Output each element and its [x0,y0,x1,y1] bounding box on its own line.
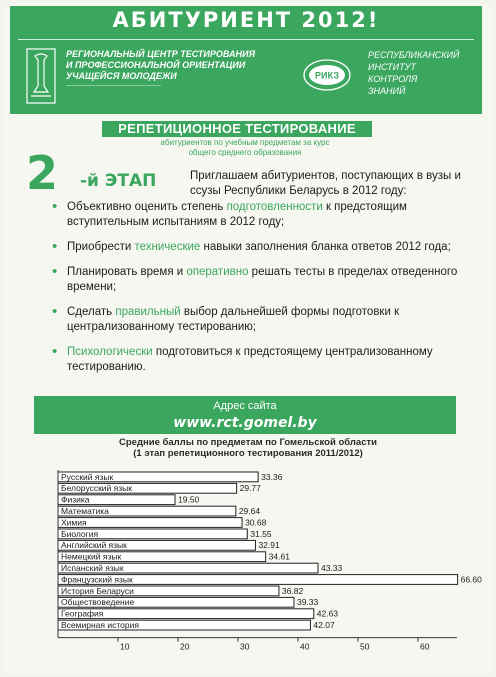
x-tick-label: 50 [360,641,370,652]
chart-subtitle: (1 этап репетиционного тестирования 2011/2012) [133,448,363,459]
x-tick-label: 40 [300,641,310,652]
bar-category-label: Немецкий язык [61,551,122,562]
highlight-word: технические [134,241,201,253]
bar-category-label: Белорусский язык [61,483,132,494]
bar-value-label: 42.07 [313,620,335,630]
rct-org-line: УЧАЩЕЙСЯ МОЛОДЕЖИ [66,71,177,81]
x-tick-label: 30 [240,641,250,652]
bar-value-label: 33.36 [261,471,283,482]
stage-label: -й ЭТАП [80,171,157,191]
bar-value-label: 34.61 [268,551,290,562]
rikz-logo-text: РИКЗ [315,70,339,81]
highlight-word: Психологически [67,346,153,358]
bar-value-label: 32.91 [258,540,280,551]
benefit-item: • Сделать правильный выбор дальнейшей формы подготовки к централизованному тестированию; [52,305,472,335]
x-tick-label: 20 [180,641,190,652]
highlight-word: оперативно [186,266,249,278]
highlight-word: правильный [115,306,181,318]
benefit-item: • Психологически подготовиться к предстоящему централизованному тестированию. [52,345,472,375]
bar-category-label: Английский язык [61,540,127,551]
bar-category-label: Русский язык [61,471,114,482]
bar-value-label: 19.50 [178,494,200,505]
benefit-item: • Планировать время и оперативно решать тесты в пределах отведенного времени; [52,265,472,295]
bar-value-label: 31.55 [250,528,272,539]
site-label: Адрес сайта [213,400,277,412]
rct-org-line: И ПРОФЕССИОНАЛЬНОЙ ОРИЕНТАЦИИ [66,60,246,70]
bar-category-label: Математика [61,506,109,516]
bar-category-label: Всемирная история [61,620,139,630]
bar-category-label: География [61,608,104,619]
rct-small-caption: ——————————————————— [66,83,161,89]
rikz-org-line: ЗНАНИЙ [368,86,406,96]
site-url-link[interactable]: www.rct.gomel.by [173,415,317,431]
rikz-org-line: ИНСТИТУТ [368,62,416,72]
bar-category-label: Физика [61,494,90,505]
bar-value-label: 42.63 [316,608,339,619]
chart-title: Средние баллы по предметам по Гомельской области [119,437,377,448]
bar-category-label: Химия [61,517,87,528]
bar-category-label: Обществоведение [61,597,135,608]
bar-value-label: 43.33 [320,563,343,573]
testing-banner: РЕПЕТИЦИОННОЕ ТЕСТИРОВАНИЕ [102,121,372,137]
bar-category-label: Испанский язык [61,563,124,573]
highlight-word: подготовленности [226,201,323,213]
rct-org-line: РЕГИОНАЛЬНЫЙ ЦЕНТР ТЕСТИРОВАНИЯ [66,49,256,59]
bar-value-label: 36.82 [281,585,304,596]
benefit-item: • Объективно оценить степень подготовленности к предстоящим вступительным испытаниям в 2012 году; [52,200,472,230]
bar-value-label: 39.33 [296,597,319,608]
benefit-item: • Приобрести технические навыки заполнения бланка ответов 2012 года; [52,240,472,255]
bar-value-label: 66.60 [460,574,482,585]
invitation-text: Приглашаем абитуриентов, поступающих в вузы и ссузы Республики Беларусь в 2012 году: [190,170,461,197]
testing-subtitle: абитуриентов по учебным предметам за курс общего среднего образования [160,138,330,157]
bar-category-label: Французский язык [61,574,133,585]
stage-number: 2 [26,146,58,200]
bar-category-label: История Беларуси [61,585,134,596]
x-tick-label: 10 [120,641,130,652]
rikz-org-line: КОНТРОЛЯ [368,74,418,84]
bar-value-label: 30.68 [245,517,267,528]
bar-value-label: 29.77 [239,483,261,494]
x-tick-label: 60 [420,641,430,652]
poster-title: АБИТУРИЕНТ 2012! [112,8,380,32]
bar-category-label: Биология [61,528,99,539]
rikz-org-line: РЕСПУБЛИКАНСКИЙ [368,50,460,60]
bar-value-label: 29.64 [238,506,261,516]
